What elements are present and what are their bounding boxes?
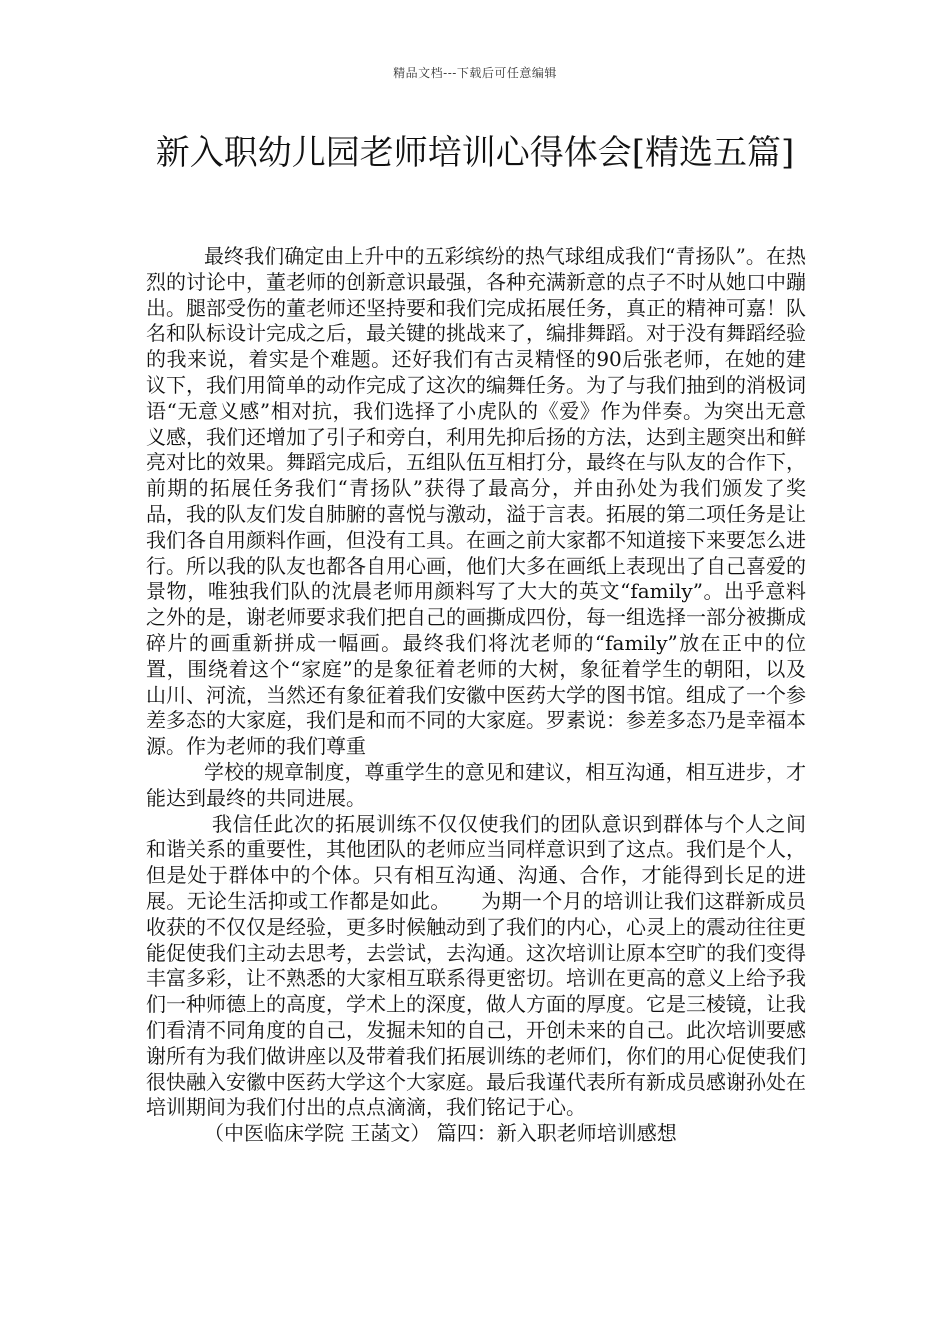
paragraph: 最终我们确定由上升中的五彩缤纷的热气球组成我们“青扬队”。在热烈的讨论中，董老师的创新意识最强，各种充满新意的点子不时从她口中蹦出。腿部受伤的董老师还坚持要和我们完成拓展任务，真正的精神可嘉！队名和队标设计完成之后，最关键的挑战来了，编排舞蹈。对于没有舞蹈经验的我来说，着实是个难题。还好我们有古灵精怪的90后张老师，在她的建议下，我们用简单的动作完成了这次的编舞任务。为了与我们抽到的消极词语“无意义感”相对抗，我们选择了小虎队的《爱》作为伴奏。为突出无意义感，我们还增加了引子和旁白，利用先抑后扬的方法，达到主题突出和鲜亮对比的效果。舞蹈完成后，五组队伍互相打分，最终在与队友的合作下，前期的拓展任务我们“青扬队”获得了最高分，并由孙处为我们颁发了奖品，我的队友们发自肺腑的喜悦与激动，溢于言表。拓展的第二项任务是让我们各自用颜料作画，但没有工具。在画之前大家都不知道接下来要怎么进行。所以我的队友也都各自用心画，他们大多在画纸上表现出了自己喜爱的景物，唯独我们队的沈晨老师用颜料写了大大的英文“family”。出乎意料之外的是，谢老师要求我们把自己的画撕成四份，每一组选择一部分被撕成碎片的画重新拼成一幅画。最终我们将沈老师的“family”放在正中的位置，围绕着这个“家庭”的是象征着老师的大树，象征着学生的朝阳，以及山川、河流，当然还有象征着我们安徽中医药大学的图书馆。组成了一个参差多态的大家庭，我们是和而不同的大家庭。罗素说：参差多态乃是幸福本源。作为老师的我们尊重 xyxy=(146,244,806,759)
paragraph: 我信任此次的拓展训练不仅仅使我们的团队意识到群体与个人之间和谐关系的重要性，其他团队的老师应当同样意识到了这点。我们是个人，但是处于群体中的个体。只有相互沟通、沟通、合作，才能得到长足的进展。无论生活抑或工作都是如此。 为期一个月的培训让我们这群新成员收获的不仅仅是经验，更多时候触动到了我们的内心，心灵上的震动往往更能促使我们主动去思考，去尝试，去沟通。这次培训让原本空旷的我们变得丰富多彩，让不熟悉的大家相互联系得更密切。培训在更高的意义上给予我们一种师德上的高度，学术上的深度，做人方面的厚度。它是三棱镜，让我们看清不同角度的自己，发掘未知的自己，开创未来的自己。此次培训要感谢所有为我们做讲座以及带着我们拓展训练的老师们，你们的用心促使我们很快融入安徽中医药大学这个大家庭。最后我谨代表所有新成员感谢孙处在培训期间为我们付出的点点滴滴，我们铭记于心。 xyxy=(146,811,806,1120)
paragraph-signature: （中医临床学院 王菡文） 篇四：新入职老师培训感想 xyxy=(204,1121,677,1146)
document-title: 新入职幼儿园老师培训心得体会[精选五篇] xyxy=(155,133,795,173)
paragraph: 学校的规章制度，尊重学生的意见和建议，相互沟通，相互进步，才能达到最终的共同进展。 xyxy=(146,759,806,810)
document-body xyxy=(146,244,806,1147)
header-note: 精品文档---下载后可任意编辑 xyxy=(393,66,557,80)
